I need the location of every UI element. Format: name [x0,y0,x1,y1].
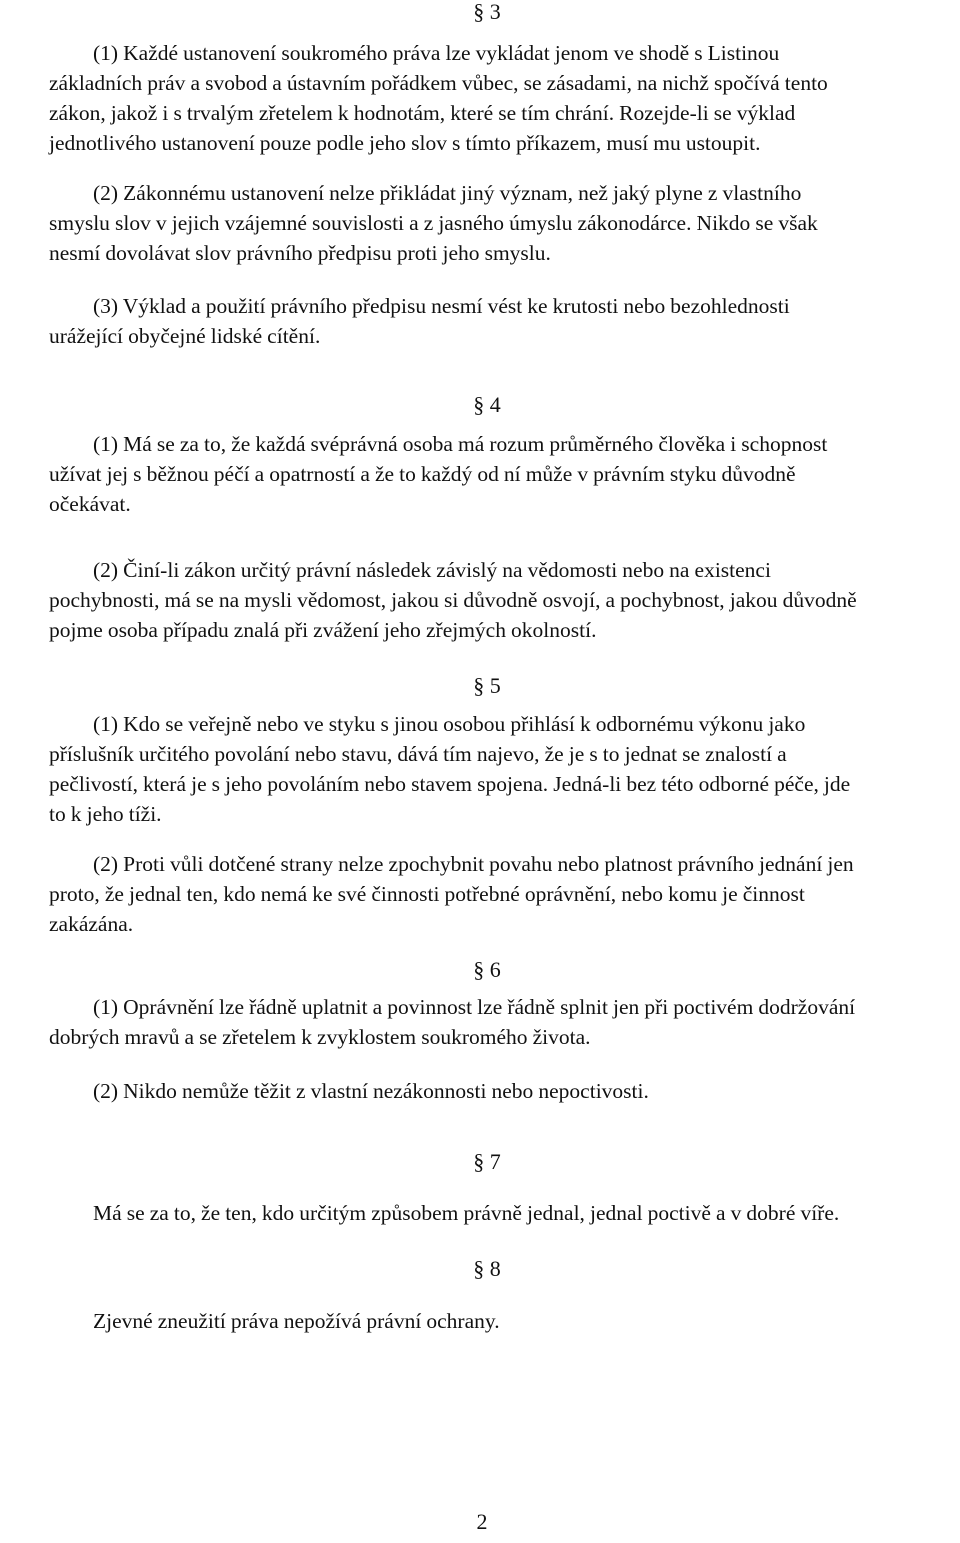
text-line: (2) Proti vůli dotčené strany nelze zpochybnit povahu nebo platnost právního jednání jen [93,852,854,876]
paragraph [5,849,960,939]
text-line: očekávat. [49,492,131,516]
text-line: urážející obyčejné lidské cítění. [49,324,321,348]
paragraph [5,555,960,645]
paragraph [5,1306,960,1336]
paragraph [5,1198,960,1228]
text-line: Má se za to, že ten, kdo určitým způsobem právně jednal, jednal poctivě a v dobré víře. [93,1201,840,1225]
page-number: 2 [476,1509,488,1534]
paragraph [5,1076,960,1106]
text-line: příslušník určitého povolání nebo stavu, dává tím najevo, že je s to jednat se znalostí a [49,742,787,766]
text-line: (2) Zákonnému ustanovení nelze přikládat jiný význam, než jaký plyne z vlastního [93,181,802,205]
paragraph [5,992,960,1052]
text-line: proto, že jednal ten, kdo nemá ke své činnosti potřebné oprávnění, nebo komu je činnost [49,882,805,906]
section-heading: § 8 [473,1256,501,1281]
paragraph [5,429,960,519]
section-heading: § 4 [473,392,501,417]
paragraph [5,709,960,829]
text-line: (1) Každé ustanovení soukromého práva lze vykládat jenom ve shodě s Listinou [93,41,780,65]
text-line: pojme osoba případu znalá při zvážení jeho zřejmých okolností. [49,618,597,642]
text-line: (2) Činí-li zákon určitý právní následek závislý na vědomosti nebo na existenci [93,558,771,582]
text-line: (2) Nikdo nemůže těžit z vlastní nezákonnosti nebo nepoctivosti. [93,1079,649,1103]
section-heading: § 5 [473,673,501,698]
section-heading: § 7 [473,1149,501,1174]
paragraph [5,291,960,351]
text-line: jednotlivého ustanovení pouze podle jeho slov s tímto příkazem, musí mu ustoupit. [49,131,761,155]
paragraph [5,178,960,268]
section-heading: § 6 [473,957,501,982]
text-line: to k jeho tíži. [49,802,162,826]
text-line: užívat jej s běžnou péčí a opatrností a že to každý od ní může v právním styku důvodně [49,462,796,486]
paragraph [5,38,960,158]
text-line: Zjevné zneužití práva nepožívá právní ochrany. [93,1309,500,1333]
text-line: základních práv a svobod a ústavním pořádkem vůbec, se zásadami, na nichž spočívá tento [49,71,828,95]
text-line: zákon, jakož i s trvalým zřetelem k hodnotám, které se tím chrání. Rozejde-li se výklad [49,101,796,125]
text-line: pečlivostí, která je s jeho povoláním nebo stavem spojena. Jedná-li bez této odborné péče, jde [49,772,851,796]
section-heading: § 3 [473,0,501,24]
text-line: pochybnosti, má se na mysli vědomost, jakou si důvodně osvojí, a pochybnost, jakou důvodně [49,588,857,612]
text-line: (1) Oprávnění lze řádně uplatnit a povinnost lze řádně splnit jen při poctivém dodržování [93,995,856,1019]
text-line: (3) Výklad a použití právního předpisu nesmí vést ke krutosti nebo bezohlednosti [93,294,790,318]
text-line: dobrých mravů a se zřetelem k zvyklostem soukromého života. [49,1025,591,1049]
text-line: zakázána. [49,912,134,936]
text-line: smyslu slov v jejich vzájemné souvislosti a z jasného úmyslu zákonodárce. Nikdo se však [49,211,818,235]
text-line: (1) Kdo se veřejně nebo ve styku s jinou osobou přihlásí k odbornému výkonu jako [93,712,806,736]
text-line: nesmí dovolávat slov právního předpisu proti jeho smyslu. [49,241,551,265]
text-line: (1) Má se za to, že každá svéprávná osoba má rozum průměrného člověka i schopnost [93,432,828,456]
